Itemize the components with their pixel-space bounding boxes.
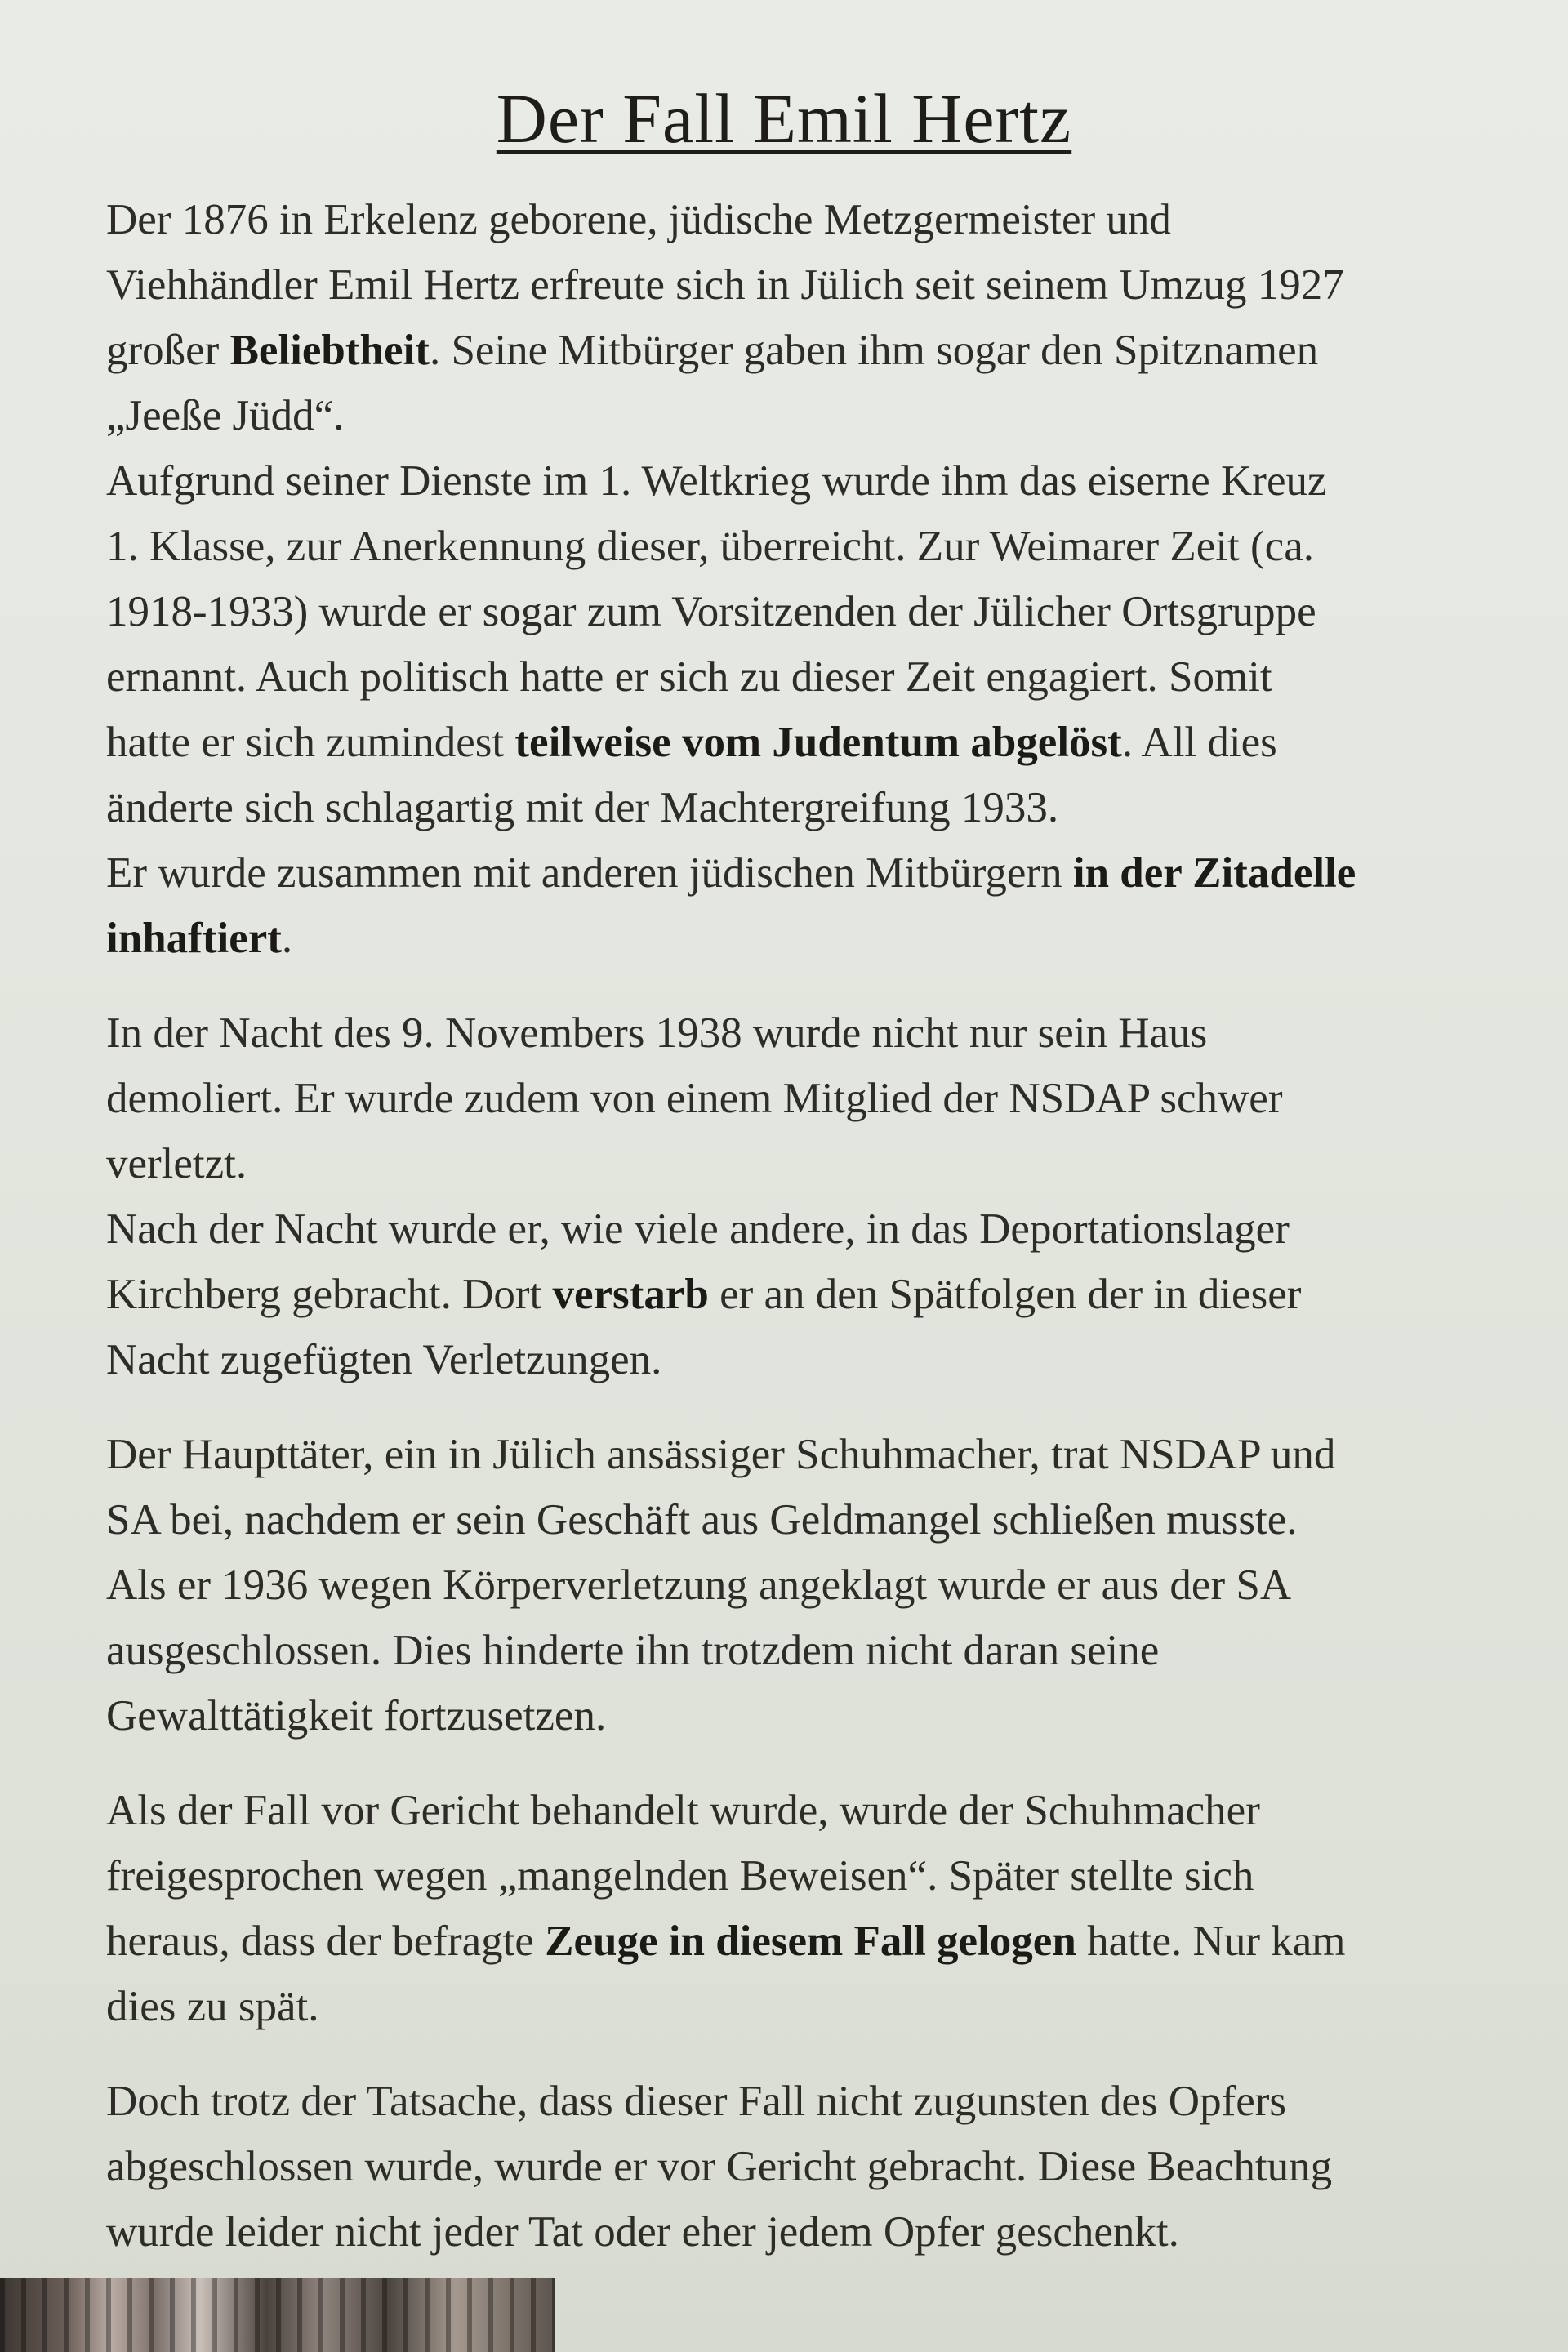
text-line bbox=[106, 906, 1462, 971]
text-line: SA bei, nachdem er sein Geschäft aus Geldmangel schließen musste. bbox=[106, 1496, 1298, 1544]
bold-emphasis: in der Zitadelle bbox=[1072, 849, 1356, 897]
text-line: Der 1876 in Erkelenz geborene, jüdische Metzgermeister und bbox=[106, 196, 1171, 243]
line-text: hatte. Nur kam bbox=[1076, 1918, 1346, 1965]
text-line: 1918-1933) wurde er sogar zum Vorsitzenden der Jülicher Ortsgruppe bbox=[106, 588, 1316, 635]
text-line: In der Nacht des 9. Novembers 1938 wurde nicht nur sein Haus bbox=[106, 1009, 1208, 1057]
line-text: Er wurde zusammen mit anderen jüdischen Mitbürgern bbox=[106, 849, 1073, 897]
photo-fragment bbox=[0, 2278, 555, 2352]
bold-emphasis: verstarb bbox=[552, 1271, 709, 1318]
bold-emphasis: inhaftiert bbox=[106, 915, 282, 962]
text-line bbox=[106, 840, 1462, 906]
text-line: „Jeeße Jüdd“. bbox=[106, 392, 345, 439]
text-line: änderte sich schlagartig mit der Machtergreifung 1933. bbox=[106, 784, 1059, 831]
text-line: wurde leider nicht jeder Tat oder eher jedem Opfer geschenkt. bbox=[106, 2208, 1179, 2256]
text-line: 1. Klasse, zur Anerkennung dieser, überreicht. Zur Weimarer Zeit (ca. bbox=[106, 523, 1314, 570]
line-text: . All dies bbox=[1121, 719, 1277, 766]
text-line: abgeschlossen wurde, wurde er vor Gericht gebracht. Diese Beachtung bbox=[106, 2143, 1333, 2190]
line-text: Kirchberg gebracht. Dort bbox=[106, 1271, 553, 1318]
text-line: Gewalttätigkeit fortzusetzen. bbox=[106, 1692, 607, 1740]
text-line: Als der Fall vor Gericht behandelt wurde, wurde der Schuhmacher bbox=[106, 1787, 1260, 1834]
paragraph bbox=[106, 1422, 1462, 1748]
bold-emphasis: teilweise vom Judentum abgelöst bbox=[514, 719, 1122, 766]
line-text: . Seine Mitbürger gaben ihm sogar den Spitznamen bbox=[429, 327, 1319, 374]
text-line: ausgeschlossen. Dies hinderte ihn trotzdem nicht daran seine bbox=[106, 1627, 1160, 1674]
text-line: Doch trotz der Tatsache, dass dieser Fall nicht zugunsten des Opfers bbox=[106, 2078, 1287, 2125]
text-line bbox=[106, 1909, 1462, 1974]
document-body bbox=[106, 78, 1462, 2265]
line-text: er an den Spätfolgen der in dieser bbox=[708, 1271, 1302, 1318]
paragraph bbox=[106, 2069, 1462, 2265]
bold-emphasis: Beliebtheit bbox=[229, 327, 430, 374]
paragraph bbox=[106, 1778, 1462, 2039]
text-line: Als er 1936 wegen Körperverletzung angeklagt wurde er aus der SA bbox=[106, 1561, 1292, 1609]
text-line: demoliert. Er wurde zudem von einem Mitglied der NSDAP schwer bbox=[106, 1075, 1283, 1122]
bold-emphasis: Zeuge in diesem Fall gelogen bbox=[545, 1918, 1076, 1965]
text-line bbox=[106, 1262, 1462, 1327]
text-line: ernannt. Auch politisch hatte er sich zu dieser Zeit engagiert. Somit bbox=[106, 653, 1272, 701]
line-text: großer bbox=[106, 327, 230, 374]
text-line: verletzt. bbox=[106, 1140, 247, 1187]
text-line: Aufgrund seiner Dienste im 1. Weltkrieg wurde ihm das eiserne Kreuz bbox=[106, 457, 1327, 505]
text-line: Nacht zugefügten Verletzungen. bbox=[106, 1336, 662, 1383]
line-text: . bbox=[281, 915, 293, 962]
text-line: Nach der Nacht wurde er, wie viele andere, in das Deportationslager bbox=[106, 1205, 1290, 1253]
text-line bbox=[106, 710, 1462, 775]
document-title: Der Fall Emil Hertz bbox=[496, 79, 1072, 158]
text-line bbox=[106, 318, 1462, 383]
line-text: heraus, dass der befragte bbox=[106, 1918, 546, 1965]
text-line: dies zu spät. bbox=[106, 1983, 319, 2030]
text-line: Der Haupttäter, ein in Jülich ansässiger Schuhmacher, trat NSDAP und bbox=[106, 1431, 1336, 1478]
line-text: hatte er sich zumindest bbox=[106, 719, 515, 766]
paragraph bbox=[106, 1000, 1462, 1392]
text-line: Viehhändler Emil Hertz erfreute sich in Jülich seit seinem Umzug 1927 bbox=[106, 261, 1344, 309]
paragraph-container bbox=[106, 187, 1462, 2265]
paragraph bbox=[106, 187, 1462, 971]
text-line: freigesprochen wegen „mangelnden Beweisen“. Später stellte sich bbox=[106, 1852, 1254, 1900]
